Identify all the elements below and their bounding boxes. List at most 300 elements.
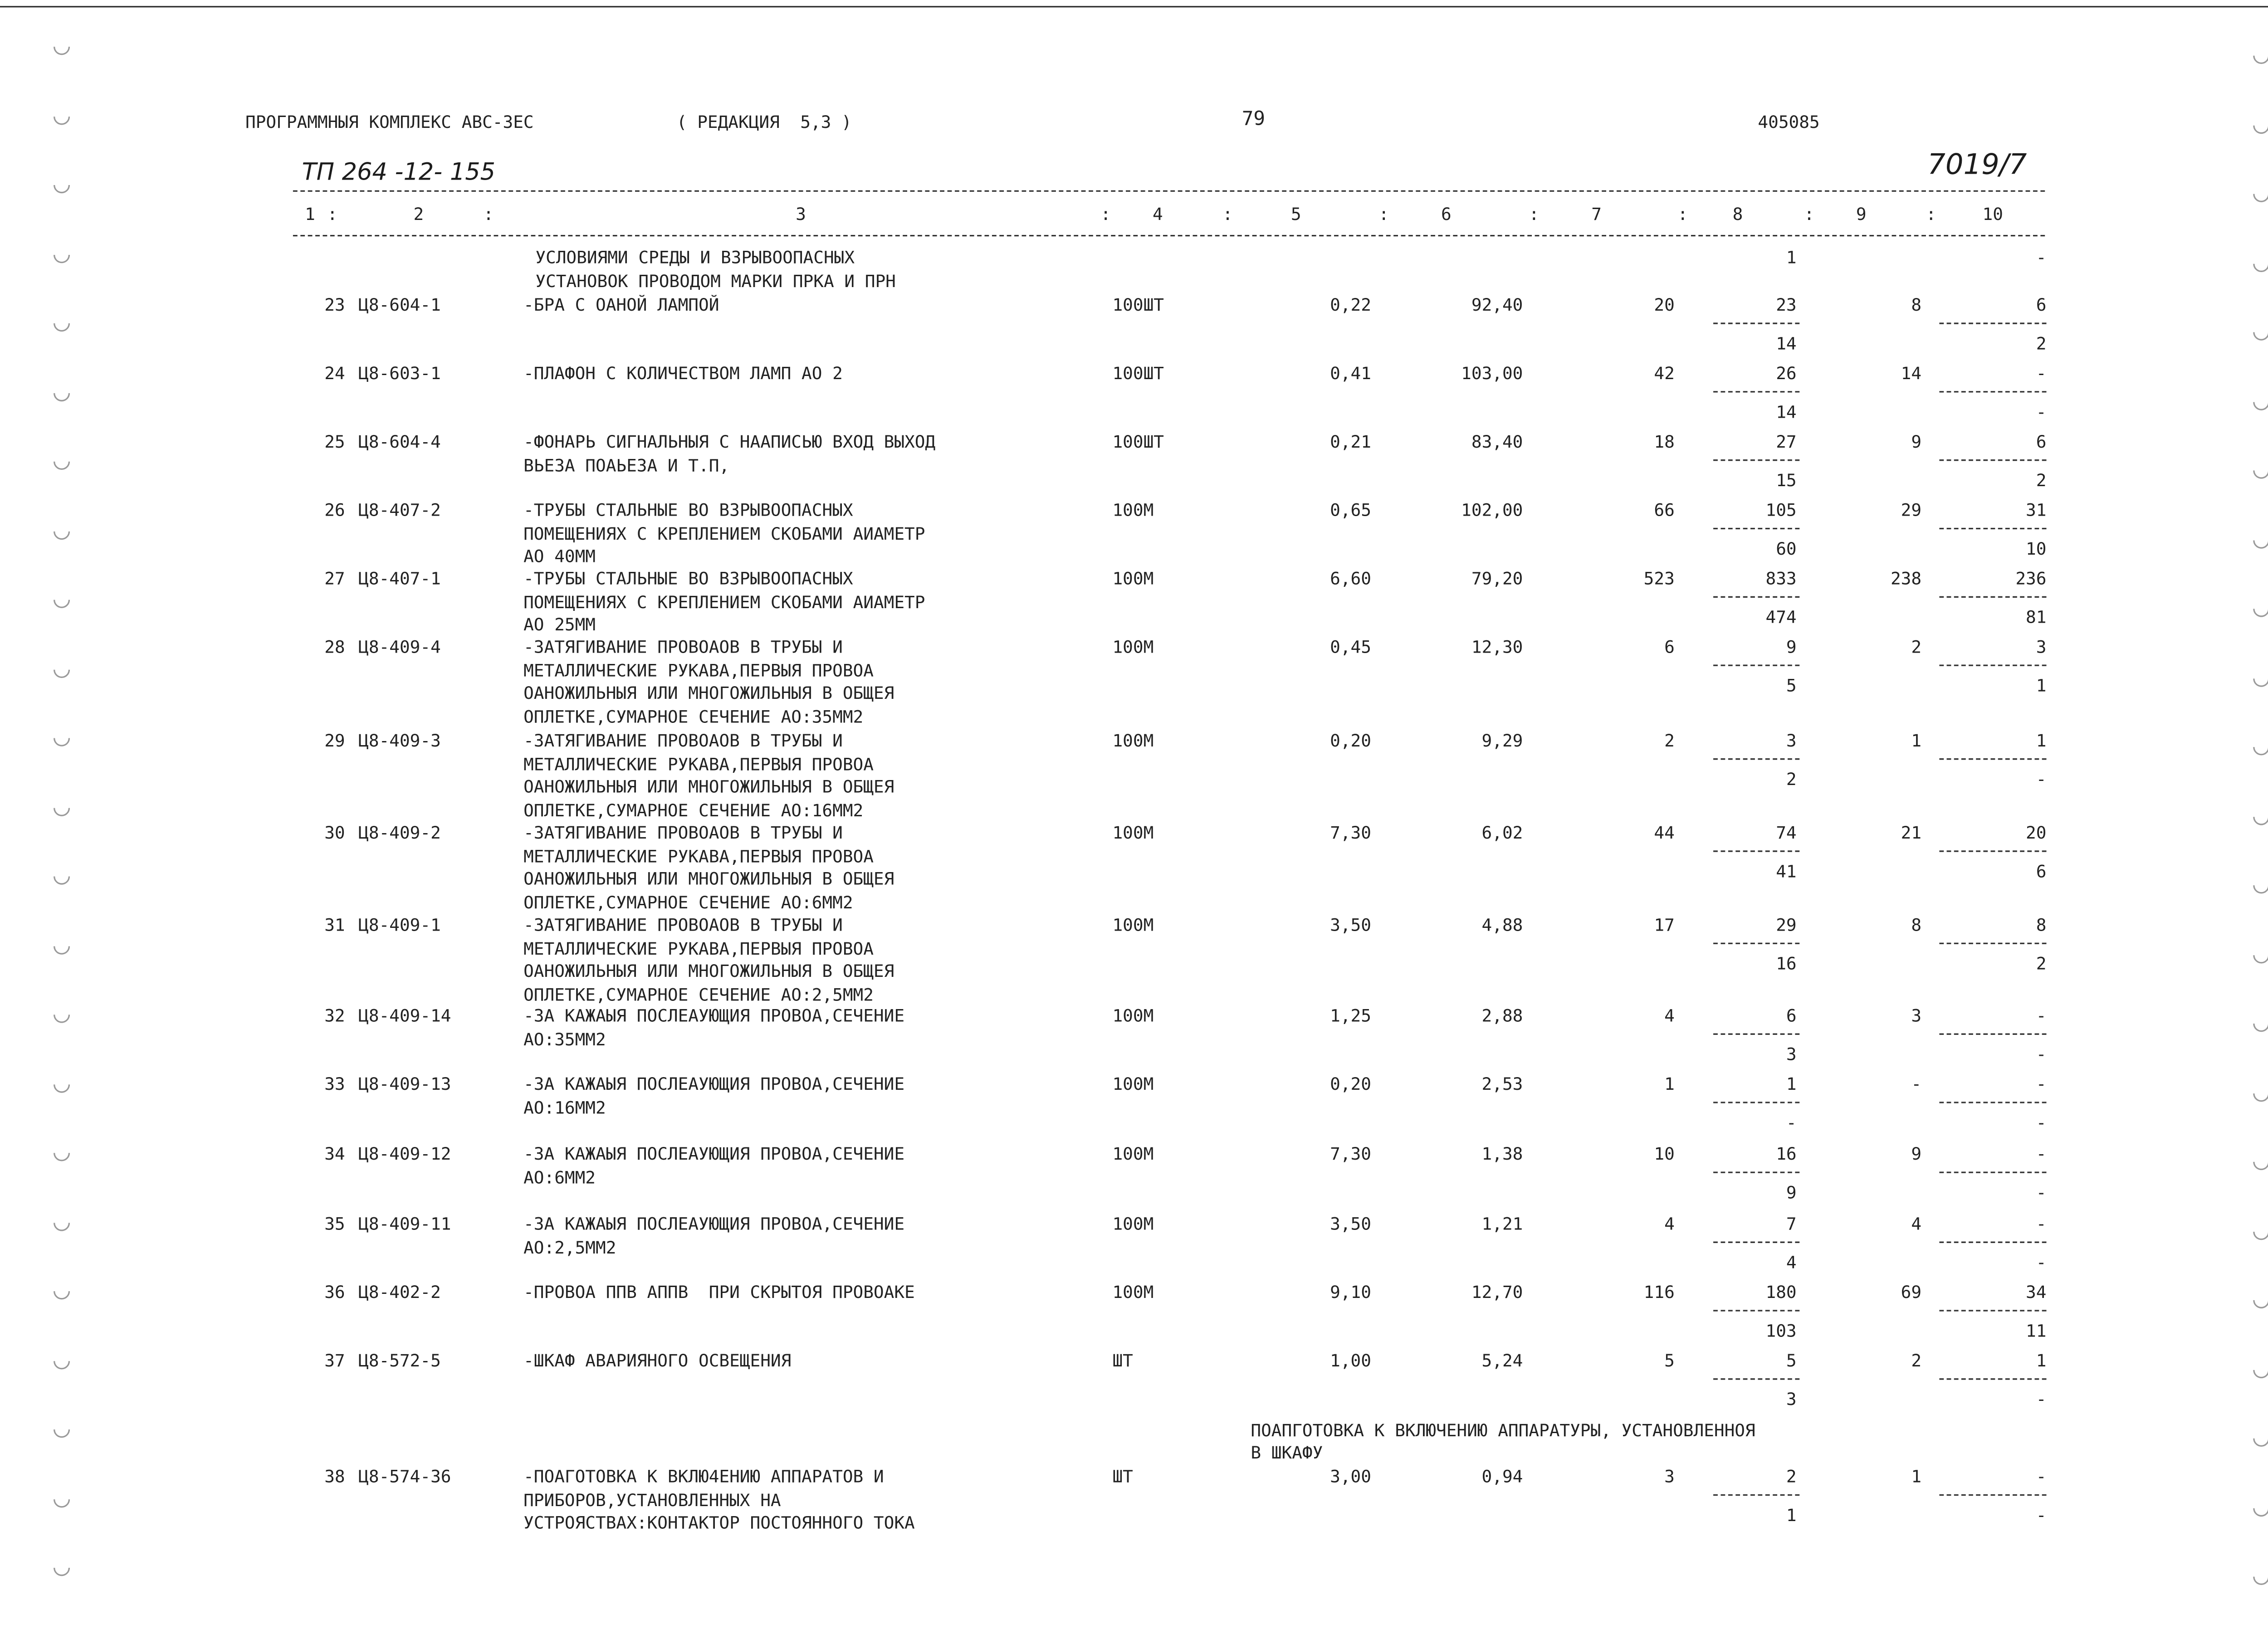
tractor-hole-left bbox=[50, 1418, 73, 1441]
tractor-hole-left bbox=[50, 1141, 73, 1165]
header-rule-bottom bbox=[293, 235, 2045, 236]
tractor-hole-right bbox=[2250, 1219, 2268, 1243]
column-separator: : bbox=[1222, 204, 1233, 225]
col9-value: 1 bbox=[1911, 1466, 1922, 1487]
unit: 100М bbox=[1112, 1143, 1154, 1165]
unit-cost: 79,20 bbox=[1471, 568, 1523, 589]
row-number: 32 bbox=[324, 1005, 345, 1026]
unit: 100М bbox=[1112, 730, 1154, 751]
col10-sub-value: - bbox=[2036, 1044, 2047, 1065]
col8-fraction-rule bbox=[1713, 850, 1799, 852]
col10-fraction-rule bbox=[1939, 664, 2046, 666]
tractor-hole-left bbox=[50, 174, 73, 197]
tractor-hole-right bbox=[2250, 528, 2268, 551]
unit: 100М bbox=[1112, 914, 1154, 936]
col8-value: 2 bbox=[1786, 1466, 1797, 1487]
tractor-hole-right bbox=[2250, 459, 2268, 482]
col8-value: 5 bbox=[1786, 1350, 1797, 1371]
unit: 100ШТ bbox=[1112, 362, 1164, 384]
work-description-line: -ЗА КАЖАЫЯ ПОСЛЕАУЮЩИЯ ПРОВОА,СЕЧЕНИЕ bbox=[523, 1073, 905, 1094]
col8-value: 16 bbox=[1776, 1143, 1797, 1165]
column-separator: : bbox=[1529, 204, 1540, 225]
col8-fraction-rule bbox=[1713, 1034, 1799, 1035]
col10-sub-value: - bbox=[2036, 768, 2047, 790]
col10-fraction-rule bbox=[1939, 322, 2046, 324]
col10-fraction-rule bbox=[1939, 1242, 2046, 1243]
quantity: 1,00 bbox=[1330, 1350, 1371, 1371]
tractor-hole-right bbox=[2250, 252, 2268, 275]
section-heading-line-1: ПОАПГОТОВКА К ВКЛЮЧЕНИЮ АППАРАТУРЫ, УСТАНОВЛЕННОЯ bbox=[1251, 1419, 1755, 1441]
col8-value: 74 bbox=[1776, 822, 1797, 843]
tp-code-handwritten: ТП 264 -12- 155 bbox=[302, 157, 495, 186]
work-description-line: ОАНОЖИЛЬНЫЯ ИЛИ МНОГОЖИЛЬНЫЯ В ОБЩЕЯ bbox=[523, 682, 894, 703]
column-separator: : bbox=[483, 204, 494, 225]
col7-value: 3 bbox=[1664, 1466, 1675, 1487]
col10-value: - bbox=[2036, 362, 2047, 384]
column-header-2: 2 bbox=[413, 204, 424, 225]
col7-value: 17 bbox=[1654, 914, 1675, 936]
tractor-hole-left bbox=[50, 1625, 73, 1634]
col10-value: - bbox=[2036, 1073, 2047, 1094]
rate-code: Ц8-603-1 bbox=[358, 362, 441, 384]
col7-value: 4 bbox=[1664, 1213, 1675, 1234]
col9-value: 2 bbox=[1911, 1350, 1922, 1371]
work-description-line: МЕТАЛЛИЧЕСКИЕ РУКАВА,ПЕРВЫЯ ПРОВОА bbox=[523, 753, 874, 774]
col8-sub-value: 60 bbox=[1776, 538, 1797, 559]
col7-value: 66 bbox=[1654, 499, 1675, 521]
col7-value: 5 bbox=[1664, 1350, 1675, 1371]
column-separator: : bbox=[1677, 204, 1688, 225]
work-description-line: ОПЛЕТКЕ,СУМАРНОЕ СЕЧЕНИЕ АО:2,5ММ2 bbox=[523, 983, 874, 1005]
column-header-1: 1 bbox=[305, 204, 315, 225]
quantity: 1,25 bbox=[1330, 1005, 1371, 1026]
rate-code: Ц8-604-4 bbox=[358, 431, 441, 452]
col9-value: 2 bbox=[1911, 636, 1922, 658]
work-description-line: ОПЛЕТКЕ,СУМАРНОЕ СЕЧЕНИЕ АО:6ММ2 bbox=[523, 891, 853, 912]
row-number: 31 bbox=[324, 914, 345, 936]
row-number: 35 bbox=[324, 1213, 345, 1234]
col10-fraction-rule bbox=[1939, 528, 2046, 529]
tractor-hole-left bbox=[50, 1280, 73, 1303]
col8-fraction-rule bbox=[1713, 1242, 1799, 1243]
work-description-line: -ЗАТЯГИВАНИЕ ПРОВОАОВ В ТРУБЫ И bbox=[523, 822, 843, 843]
unit-cost: 103,00 bbox=[1461, 362, 1523, 384]
tractor-hole-left bbox=[50, 865, 73, 888]
col9-value: 9 bbox=[1911, 431, 1922, 452]
row-number: 37 bbox=[324, 1350, 345, 1371]
col8-value: 7 bbox=[1786, 1213, 1797, 1234]
col8-fraction-rule bbox=[1713, 596, 1799, 598]
col8-value: 105 bbox=[1765, 499, 1797, 521]
paper-top-edge bbox=[0, 6, 2268, 7]
rate-code: Ц8-409-12 bbox=[358, 1143, 451, 1165]
tractor-hole-right bbox=[2250, 597, 2268, 620]
section-heading-line-2: В ШКАФУ bbox=[1251, 1442, 1323, 1463]
rate-code: Ц8-409-3 bbox=[358, 730, 441, 751]
col8-sub-value: 1 bbox=[1786, 1504, 1797, 1526]
col10-value: 31 bbox=[2026, 499, 2047, 521]
quantity: 0,20 bbox=[1330, 1073, 1371, 1094]
col10-fraction-rule bbox=[1939, 391, 2046, 392]
col10-fraction-rule bbox=[1939, 596, 2046, 598]
tractor-hole-right bbox=[2250, 736, 2268, 759]
col10-value: - bbox=[2036, 1005, 2047, 1026]
col8-value: 180 bbox=[1765, 1282, 1797, 1302]
unit-cost: 9,29 bbox=[1481, 730, 1523, 751]
work-description-line: -ЗАТЯГИВАНИЕ ПРОВОАОВ В ТРУБЫ И bbox=[523, 636, 843, 658]
col10-fraction-rule bbox=[1939, 1034, 2046, 1035]
col10-value: 1 bbox=[2036, 1350, 2047, 1371]
document-code: 405085 bbox=[1758, 111, 1820, 132]
unit-cost: 6,02 bbox=[1481, 822, 1523, 843]
col8-fraction-rule bbox=[1713, 1494, 1799, 1496]
continuation-line-1: УСЛОВИЯМИ СРЕДЫ И ВЗРЫВООПАСНЫХ bbox=[535, 247, 855, 268]
col10-sub-value: 2 bbox=[2036, 333, 2047, 354]
col8-fraction-rule bbox=[1713, 1378, 1799, 1380]
tractor-hole-left bbox=[50, 588, 73, 611]
unit-cost: 2,53 bbox=[1481, 1073, 1523, 1094]
col8-sub-value: 4 bbox=[1786, 1252, 1797, 1273]
col10-value: - bbox=[2036, 1466, 2047, 1487]
column-header-6: 6 bbox=[1441, 204, 1452, 225]
work-description-line: МЕТАЛЛИЧЕСКИЕ РУКАВА,ПЕРВЫЯ ПРОВОА bbox=[523, 845, 874, 866]
tractor-hole-left bbox=[50, 796, 73, 819]
program-title: ПРОГРАММНЫЯ КОМПЛЕКС АВС-3ЕС bbox=[245, 111, 534, 132]
column-separator: : bbox=[1926, 204, 1936, 225]
unit: ШТ bbox=[1112, 1466, 1133, 1487]
col10-fraction-rule bbox=[1939, 1494, 2046, 1496]
row-number: 30 bbox=[324, 822, 345, 843]
row-number: 23 bbox=[324, 294, 345, 316]
col10-value: 34 bbox=[2026, 1282, 2047, 1302]
col10-sub-value: 1 bbox=[2036, 675, 2047, 696]
col8-sub-value: 3 bbox=[1786, 1044, 1797, 1065]
work-description-line: ПОМЕЩЕНИЯХ С КРЕПЛЕНИЕМ СКОБАМИ АИАМЕТР bbox=[523, 522, 925, 544]
tractor-hole-right bbox=[2250, 1496, 2268, 1519]
rate-code: Ц8-409-2 bbox=[358, 822, 441, 843]
col8-sub-value: 14 bbox=[1776, 401, 1797, 423]
row-number: 29 bbox=[324, 730, 345, 751]
col10-sub-value: - bbox=[2036, 401, 2047, 423]
unit-cost: 92,40 bbox=[1471, 294, 1523, 316]
tractor-hole-left bbox=[50, 35, 73, 59]
tractor-hole-left bbox=[50, 1349, 73, 1372]
col10-value: 3 bbox=[2036, 636, 2047, 658]
tractor-hole-left bbox=[50, 1073, 73, 1096]
tractor-hole-left bbox=[50, 1556, 73, 1580]
work-description-line: ВЬЕЗА ПОАЬЕЗА И Т.П, bbox=[523, 454, 730, 475]
tractor-hole-right bbox=[2250, 1151, 2268, 1174]
unit: 100М bbox=[1112, 1073, 1154, 1094]
unit: 100М bbox=[1112, 1282, 1154, 1302]
rate-code: Ц8-409-14 bbox=[358, 1005, 451, 1026]
col8-value: 26 bbox=[1776, 362, 1797, 384]
col7-value: 44 bbox=[1654, 822, 1675, 843]
col7-value: 2 bbox=[1664, 730, 1675, 751]
quantity: 3,50 bbox=[1330, 1213, 1371, 1234]
col10-value: 6 bbox=[2036, 294, 2047, 316]
work-description-line: ОАНОЖИЛЬНЫЯ ИЛИ МНОГОЖИЛЬНЫЯ В ОБЩЕЯ bbox=[523, 868, 894, 889]
tractor-hole-left bbox=[50, 519, 73, 542]
quantity: 3,50 bbox=[1330, 914, 1371, 936]
work-description-line: ПРИБОРОВ,УСТАНОВЛЕННЫХ НА bbox=[523, 1489, 781, 1510]
unit-cost: 1,21 bbox=[1481, 1213, 1523, 1234]
unit-cost: 0,94 bbox=[1481, 1466, 1523, 1487]
col9-value: - bbox=[1911, 1073, 1922, 1094]
tractor-hole-right bbox=[2250, 1289, 2268, 1312]
col8-sub-value: 3 bbox=[1786, 1389, 1797, 1410]
work-description-line: -ФОНАРЬ СИГНАЛЬНЫЯ С НААПИСЬЮ ВХОД ВЫХОД bbox=[523, 431, 936, 452]
work-description-line: -ЗА КАЖАЫЯ ПОСЛЕАУЮЩИЯ ПРОВОА,СЕЧЕНИЕ bbox=[523, 1005, 905, 1026]
tractor-hole-right bbox=[2250, 805, 2268, 828]
column-separator: : bbox=[327, 204, 338, 225]
unit: 100М bbox=[1112, 822, 1154, 843]
header-rule-top bbox=[293, 190, 2045, 192]
work-description-line: АО 25ММ bbox=[523, 614, 596, 635]
col10-sub-value: 2 bbox=[2036, 470, 2047, 491]
rate-code: Ц8-409-4 bbox=[358, 636, 441, 658]
tractor-hole-left bbox=[50, 1003, 73, 1026]
work-description-line: АО:16ММ2 bbox=[523, 1096, 606, 1117]
column-separator: : bbox=[1804, 204, 1814, 225]
col10-sub-value: 2 bbox=[2036, 953, 2047, 974]
unit: 100ШТ bbox=[1112, 294, 1164, 316]
col10-fraction-rule bbox=[1939, 1378, 2046, 1380]
column-separator: : bbox=[1100, 204, 1111, 225]
col9-value: 1 bbox=[1911, 730, 1922, 751]
rate-code: Ц8-402-2 bbox=[358, 1282, 441, 1302]
col8-value: 6 bbox=[1786, 1005, 1797, 1026]
album-number-handwritten: 7019/7 bbox=[1927, 148, 2027, 181]
column-separator: : bbox=[1378, 204, 1389, 225]
work-description-line: -ЗАТЯГИВАНИЕ ПРОВОАОВ В ТРУБЫ И bbox=[523, 914, 843, 936]
unit: 100ШТ bbox=[1112, 431, 1164, 452]
tractor-hole-right bbox=[2250, 321, 2268, 344]
col9-value: 29 bbox=[1901, 499, 1922, 521]
tractor-hole-left bbox=[50, 450, 73, 473]
work-description-line: АО:2,5ММ2 bbox=[523, 1236, 616, 1257]
work-description-line: -ЗА КАЖАЫЯ ПОСЛЕАУЮЩИЯ ПРОВОА,СЕЧЕНИЕ bbox=[523, 1143, 905, 1165]
col8-value: 23 bbox=[1776, 294, 1797, 316]
tractor-hole-right bbox=[2250, 113, 2268, 137]
tractor-hole-left bbox=[50, 934, 73, 957]
tractor-hole-right bbox=[2250, 390, 2268, 413]
col10-value: - bbox=[2036, 1213, 2047, 1234]
tractor-hole-right bbox=[2250, 874, 2268, 897]
col8-fraction-rule bbox=[1713, 391, 1799, 392]
unit-cost: 4,88 bbox=[1481, 914, 1523, 936]
quantity: 7,30 bbox=[1330, 822, 1371, 843]
col8-fraction-rule bbox=[1713, 459, 1799, 461]
quantity: 0,21 bbox=[1330, 431, 1371, 452]
col10-value: 236 bbox=[2015, 568, 2047, 589]
quantity: 0,20 bbox=[1330, 730, 1371, 751]
unit: 100М bbox=[1112, 499, 1154, 521]
unit: 100М bbox=[1112, 636, 1154, 658]
tractor-hole-left bbox=[50, 312, 73, 335]
quantity: 7,30 bbox=[1330, 1143, 1371, 1165]
page-number: 79 bbox=[1242, 108, 1266, 131]
col9-value: 14 bbox=[1901, 362, 1922, 384]
work-description-line: УСТРОЯСТВАХ:КОНТАКТОР ПОСТОЯННОГО ТОКА bbox=[523, 1512, 915, 1533]
row-number: 25 bbox=[324, 431, 345, 452]
tractor-hole-left bbox=[50, 104, 73, 127]
quantity: 9,10 bbox=[1330, 1282, 1371, 1302]
unit: 100М bbox=[1112, 1005, 1154, 1026]
col7-value: 10 bbox=[1654, 1143, 1675, 1165]
tractor-hole-left bbox=[50, 658, 73, 681]
rate-code: Ц8-574-36 bbox=[358, 1466, 451, 1487]
quantity: 3,00 bbox=[1330, 1466, 1371, 1487]
col8-value: 27 bbox=[1776, 431, 1797, 452]
work-description-line: -ПРОВОА ППВ АППВ ПРИ СКРЫТОЯ ПРОВОАКЕ bbox=[523, 1282, 915, 1302]
col8-value: 29 bbox=[1776, 914, 1797, 936]
col9-value: 3 bbox=[1911, 1005, 1922, 1026]
col9-value: 21 bbox=[1901, 822, 1922, 843]
work-description-line: -БРА С ОАНОЙ ЛАМПОЙ bbox=[523, 294, 719, 316]
unit: 100М bbox=[1112, 568, 1154, 589]
tractor-hole-right bbox=[2250, 1565, 2268, 1588]
rate-code: Ц8-604-1 bbox=[358, 294, 441, 316]
row-number: 27 bbox=[324, 568, 345, 589]
col10-fraction-rule bbox=[1939, 1310, 2046, 1311]
col8-sub-value: 474 bbox=[1765, 606, 1797, 628]
work-description-line: ОПЛЕТКЕ,СУМАРНОЕ СЕЧЕНИЕ АО:35ММ2 bbox=[523, 705, 864, 727]
quantity: 6,60 bbox=[1330, 568, 1371, 589]
column-header-4: 4 bbox=[1152, 204, 1163, 225]
col8-fraction-rule bbox=[1713, 758, 1799, 760]
col8-fraction-rule bbox=[1713, 943, 1799, 944]
quantity: 0,22 bbox=[1330, 294, 1371, 316]
work-description-line: -ПОАГОТОВКА К ВКЛЮ4ЕНИЮ АППАРАТОВ И bbox=[523, 1466, 884, 1487]
col8-fraction-rule bbox=[1713, 1102, 1799, 1103]
rate-code: Ц8-409-13 bbox=[358, 1073, 451, 1094]
col9-value: 8 bbox=[1911, 914, 1922, 936]
col8-sub-value: 2 bbox=[1786, 768, 1797, 790]
col9-value: 69 bbox=[1901, 1282, 1922, 1302]
col8-sub-value: 14 bbox=[1776, 333, 1797, 354]
tractor-hole-left bbox=[50, 727, 73, 750]
col10-sub-value: 10 bbox=[2026, 538, 2047, 559]
row-number: 38 bbox=[324, 1466, 345, 1487]
col8-sub-value: 5 bbox=[1786, 675, 1797, 696]
col8-sub-value: 16 bbox=[1776, 953, 1797, 974]
col8-fraction-rule bbox=[1713, 322, 1799, 324]
continuation-col8: 1 bbox=[1786, 247, 1797, 268]
unit-cost: 5,24 bbox=[1481, 1350, 1523, 1371]
tractor-hole-left bbox=[50, 1487, 73, 1510]
unit-cost: 12,30 bbox=[1471, 636, 1523, 658]
col8-value: 3 bbox=[1786, 730, 1797, 751]
tractor-hole-right bbox=[2250, 943, 2268, 966]
col8-fraction-rule bbox=[1713, 528, 1799, 529]
work-description-line: ОАНОЖИЛЬНЫЯ ИЛИ МНОГОЖИЛЬНЫЯ В ОБЩЕЯ bbox=[523, 960, 894, 981]
col10-sub-value: - bbox=[2036, 1389, 2047, 1410]
tractor-hole-right bbox=[2250, 1427, 2268, 1450]
col8-fraction-rule bbox=[1713, 664, 1799, 666]
unit: 100М bbox=[1112, 1213, 1154, 1234]
tractor-hole-left bbox=[50, 243, 73, 266]
column-header-10: 10 bbox=[1982, 204, 2003, 225]
work-description-line: -ЗАТЯГИВАНИЕ ПРОВОАОВ В ТРУБЫ И bbox=[523, 730, 843, 751]
col9-value: 8 bbox=[1911, 294, 1922, 316]
row-number: 36 bbox=[324, 1282, 345, 1302]
row-number: 34 bbox=[324, 1143, 345, 1165]
col10-fraction-rule bbox=[1939, 850, 2046, 852]
rate-code: Ц8-572-5 bbox=[358, 1350, 441, 1371]
tractor-hole-right bbox=[2250, 666, 2268, 689]
column-header-8: 8 bbox=[1732, 204, 1743, 225]
col8-sub-value: - bbox=[1786, 1112, 1797, 1133]
col10-fraction-rule bbox=[1939, 943, 2046, 944]
col7-value: 1 bbox=[1664, 1073, 1675, 1094]
col10-sub-value: 6 bbox=[2036, 861, 2047, 882]
col8-value: 1 bbox=[1786, 1073, 1797, 1094]
unit: ШТ bbox=[1112, 1350, 1133, 1371]
col10-sub-value: 81 bbox=[2026, 606, 2047, 628]
col7-value: 4 bbox=[1664, 1005, 1675, 1026]
tractor-hole-right bbox=[2250, 182, 2268, 205]
col10-value: 6 bbox=[2036, 431, 2047, 452]
col10-fraction-rule bbox=[1939, 1102, 2046, 1103]
work-description-line: -ТРУБЫ СТАЛЬНЫЕ ВО ВЗРЫВООПАСНЫХ bbox=[523, 568, 853, 589]
col7-value: 18 bbox=[1654, 431, 1675, 452]
col10-value: 8 bbox=[2036, 914, 2047, 936]
rate-code: Ц8-407-2 bbox=[358, 499, 441, 521]
continuation-col10: - bbox=[2036, 247, 2047, 268]
col8-sub-value: 103 bbox=[1765, 1320, 1797, 1341]
unit-cost: 102,00 bbox=[1461, 499, 1523, 521]
work-description-line: ОПЛЕТКЕ,СУМАРНОЕ СЕЧЕНИЕ АО:16ММ2 bbox=[523, 799, 864, 820]
col10-value: - bbox=[2036, 1143, 2047, 1165]
col7-value: 42 bbox=[1654, 362, 1675, 384]
work-description-line: -ПЛАФОН С КОЛИЧЕСТВОМ ЛАМП АО 2 bbox=[523, 362, 843, 384]
tractor-hole-right bbox=[2250, 1358, 2268, 1381]
col10-value: 1 bbox=[2036, 730, 2047, 751]
col7-value: 6 bbox=[1664, 636, 1675, 658]
col8-sub-value: 15 bbox=[1776, 470, 1797, 491]
work-description-line: АО:6ММ2 bbox=[523, 1166, 596, 1187]
quantity: 0,41 bbox=[1330, 362, 1371, 384]
col8-fraction-rule bbox=[1713, 1171, 1799, 1173]
rate-code: Ц8-409-11 bbox=[358, 1213, 451, 1234]
tractor-hole-left bbox=[50, 1210, 73, 1234]
tractor-hole-right bbox=[2250, 1081, 2268, 1104]
continuation-line-2: УСТАНОВОК ПРОВОДОМ МАРКИ ПРКА И ПРН bbox=[535, 270, 896, 292]
work-description-line: АО 40ММ bbox=[523, 546, 596, 567]
row-number: 33 bbox=[324, 1073, 345, 1094]
col8-value: 833 bbox=[1765, 568, 1797, 589]
work-description-line: -ТРУБЫ СТАЛЬНЫЕ ВО ВЗРЫВООПАСНЫХ bbox=[523, 499, 853, 521]
rate-code: Ц8-407-1 bbox=[358, 568, 441, 589]
col8-sub-value: 41 bbox=[1776, 861, 1797, 882]
column-header-5: 5 bbox=[1290, 204, 1301, 225]
col10-sub-value: - bbox=[2036, 1252, 2047, 1273]
unit-cost: 1,38 bbox=[1481, 1143, 1523, 1165]
col7-value: 20 bbox=[1654, 294, 1675, 316]
tractor-hole-left bbox=[50, 381, 73, 404]
col10-value: 20 bbox=[2026, 822, 2047, 843]
column-header-9: 9 bbox=[1856, 204, 1867, 225]
col8-sub-value: 9 bbox=[1786, 1182, 1797, 1203]
unit-cost: 2,88 bbox=[1481, 1005, 1523, 1026]
col8-value: 9 bbox=[1786, 636, 1797, 658]
row-number: 26 bbox=[324, 499, 345, 521]
col9-value: 238 bbox=[1890, 568, 1922, 589]
col8-fraction-rule bbox=[1713, 1310, 1799, 1311]
column-header-3: 3 bbox=[796, 204, 806, 225]
work-description-line: МЕТАЛЛИЧЕСКИЕ РУКАВА,ПЕРВЫЯ ПРОВОА bbox=[523, 659, 874, 680]
